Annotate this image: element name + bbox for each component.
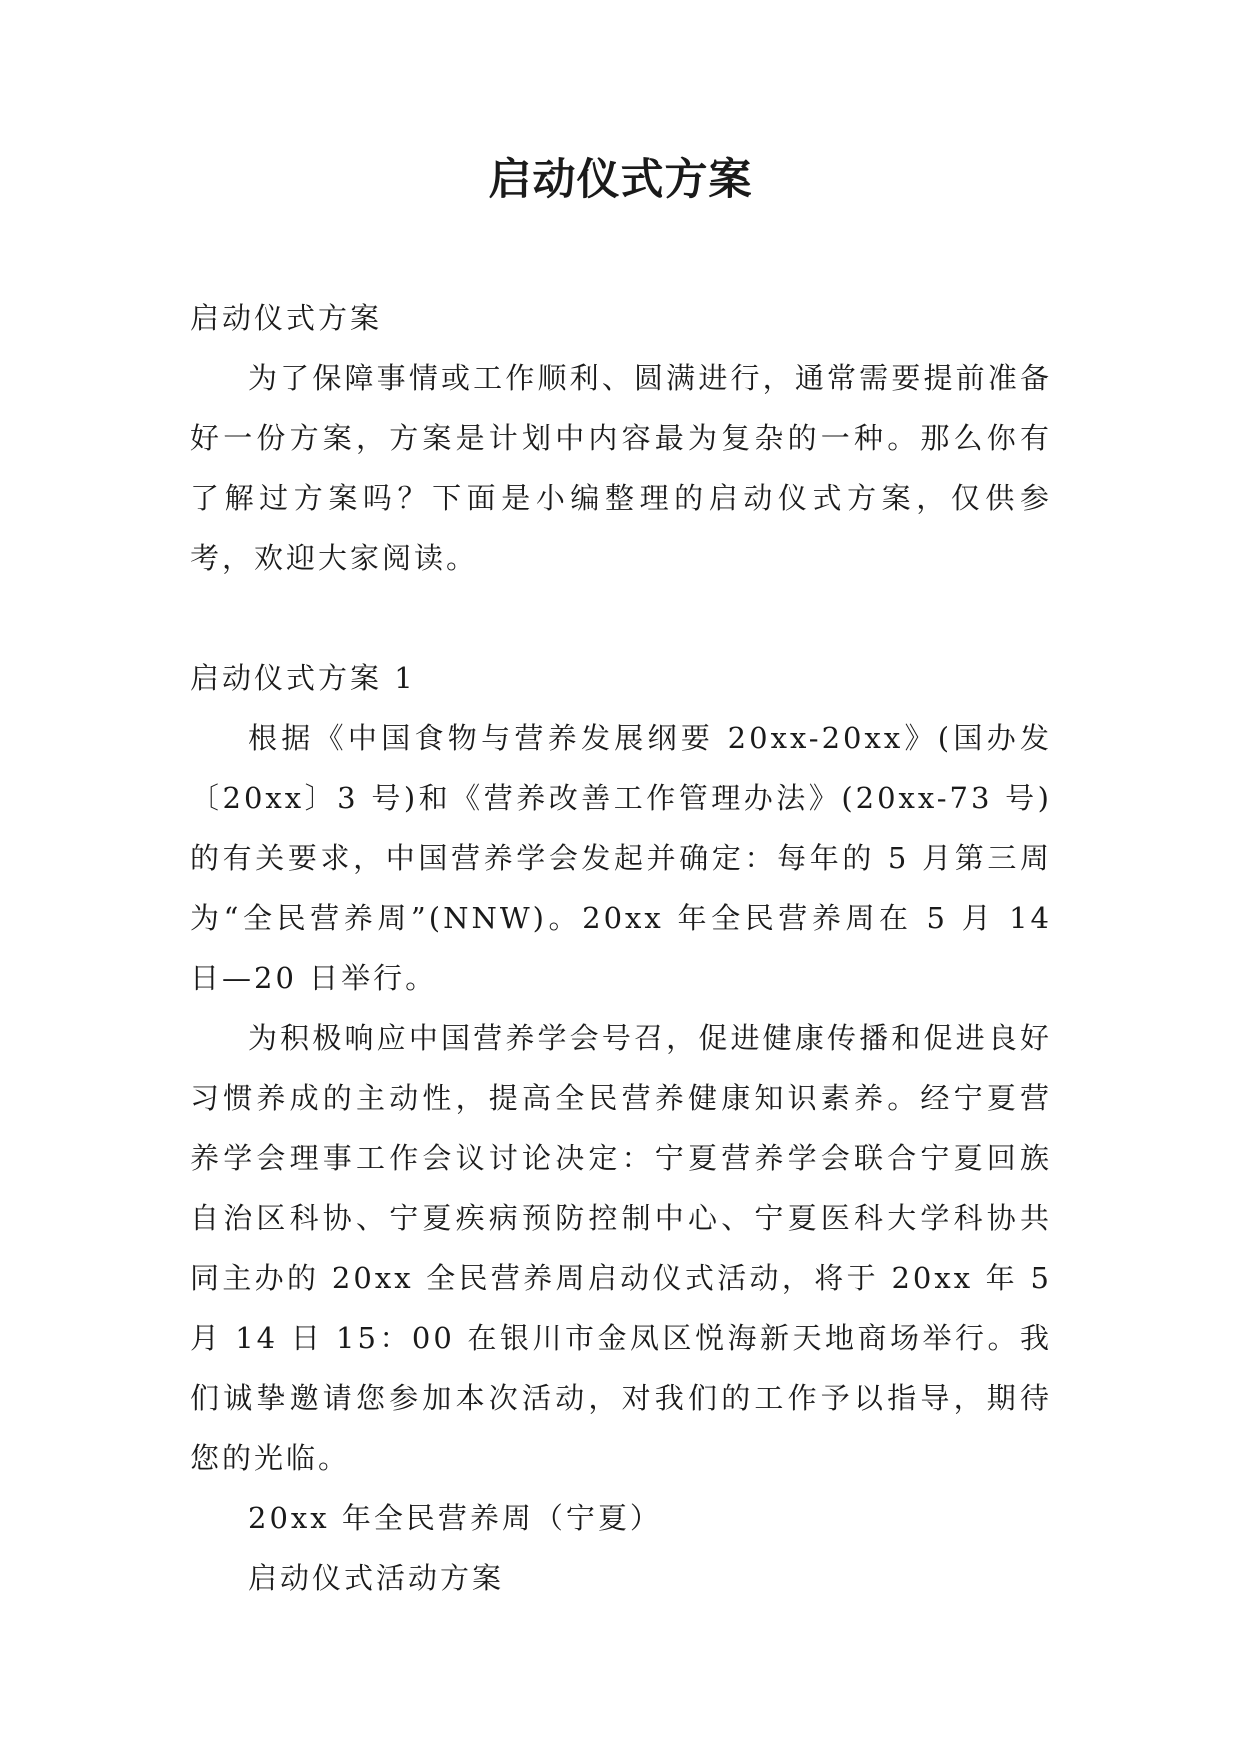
intro-paragraph: 为了保障事情或工作顺利、圆满进行，通常需要提前准备好一份方案，方案是计划中内容最为复杂的一种。那么你有了解过方案吗？下面是小编整理的启动仪式方案，仅供参考，欢迎大家阅读。 [190, 361, 1052, 575]
document-body [190, 288, 1052, 1608]
section-heading: 启动仪式方案 1 [190, 661, 416, 695]
document-title: 启动仪式方案 [488, 155, 753, 205]
paragraph-gap [190, 588, 1052, 648]
event-name-line: 20xx 年全民营养周（宁夏） [248, 1501, 662, 1535]
section-paragraph-1: 根据《中国食物与营养发展纲要 20xx-20xx》(国办发〔20xx〕3 号)和《营养改善工作管理办法》(20xx-73 号)的有关要求，中国营养学会发起并确定：每年的 5 月第三周为“全民营养周”(NNW)。20xx 年全民营养周在 5 月 14 日—20 日举行。 [190, 721, 1052, 995]
section-paragraph-2: 为积极响应中国营养学会号召，促进健康传播和促进良好习惯养成的主动性，提高全民营养健康知识素养。经宁夏营养学会理事工作会议讨论决定：宁夏营养学会联合宁夏回族自治区科协、宁夏疾病预防控制中心、宁夏医科大学科协共同主办的 20xx 全民营养周启动仪式活动，将于 20xx 年 5 月 14 日 15：00 在银川市金凤区悦海新天地商场举行。我们诚挚邀请您参加本次活动，对我们的工作予以指导，期待您的光临。 [190, 1021, 1052, 1475]
subtitle: 启动仪式方案 [190, 301, 383, 335]
event-plan-line: 启动仪式活动方案 [248, 1561, 505, 1595]
